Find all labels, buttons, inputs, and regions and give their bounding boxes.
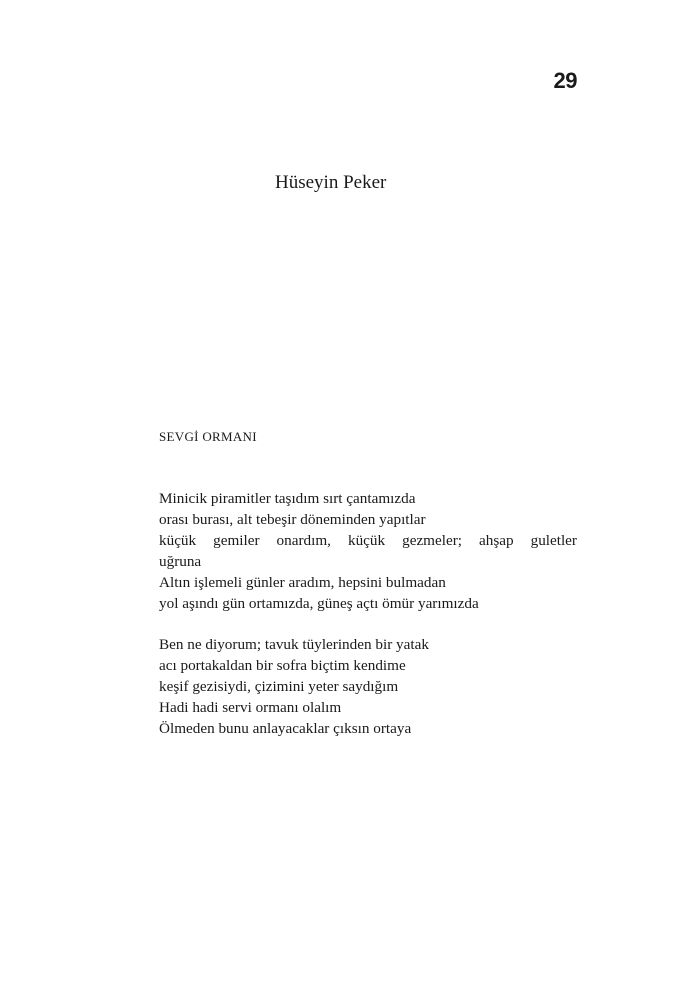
- poem-line: Hadi hadi servi ormanı olalım: [159, 699, 342, 716]
- poem-line: Minicik piramitler taşıdım sırt çantamızda: [159, 490, 416, 507]
- poem-line: Ölmeden bunu anlayacaklar çıksın ortaya: [159, 720, 412, 737]
- poem-line: keşif gezisiydi, çizimini yeter saydığım: [159, 678, 399, 695]
- poem-line: Altın işlemeli günler aradım, hepsini bulmadan: [159, 574, 446, 591]
- poem-body: [159, 488, 577, 759]
- poem-line: acı portakaldan bir sofra biçtim kendime: [159, 657, 406, 674]
- stanza-1: [159, 488, 577, 614]
- poem-title: SEVGİ ORMANI: [159, 429, 257, 444]
- stanza-2: [159, 634, 577, 739]
- poem-line: Ben ne diyorum; tavuk tüylerinden bir yatak: [159, 636, 429, 653]
- author-name: Hüseyin Peker: [275, 172, 387, 193]
- poem-line: orası burası, alt tebeşir döneminden yapıtlar: [159, 511, 426, 528]
- poem-line: yol aşındı gün ortamızda, güneş açtı ömür yarımızda: [159, 595, 479, 612]
- poem-line: uğruna: [159, 553, 202, 570]
- page-number: 29: [553, 68, 577, 93]
- poem-line: küçük gemiler onardım, küçük gezmeler; ahşap guletler: [159, 532, 577, 549]
